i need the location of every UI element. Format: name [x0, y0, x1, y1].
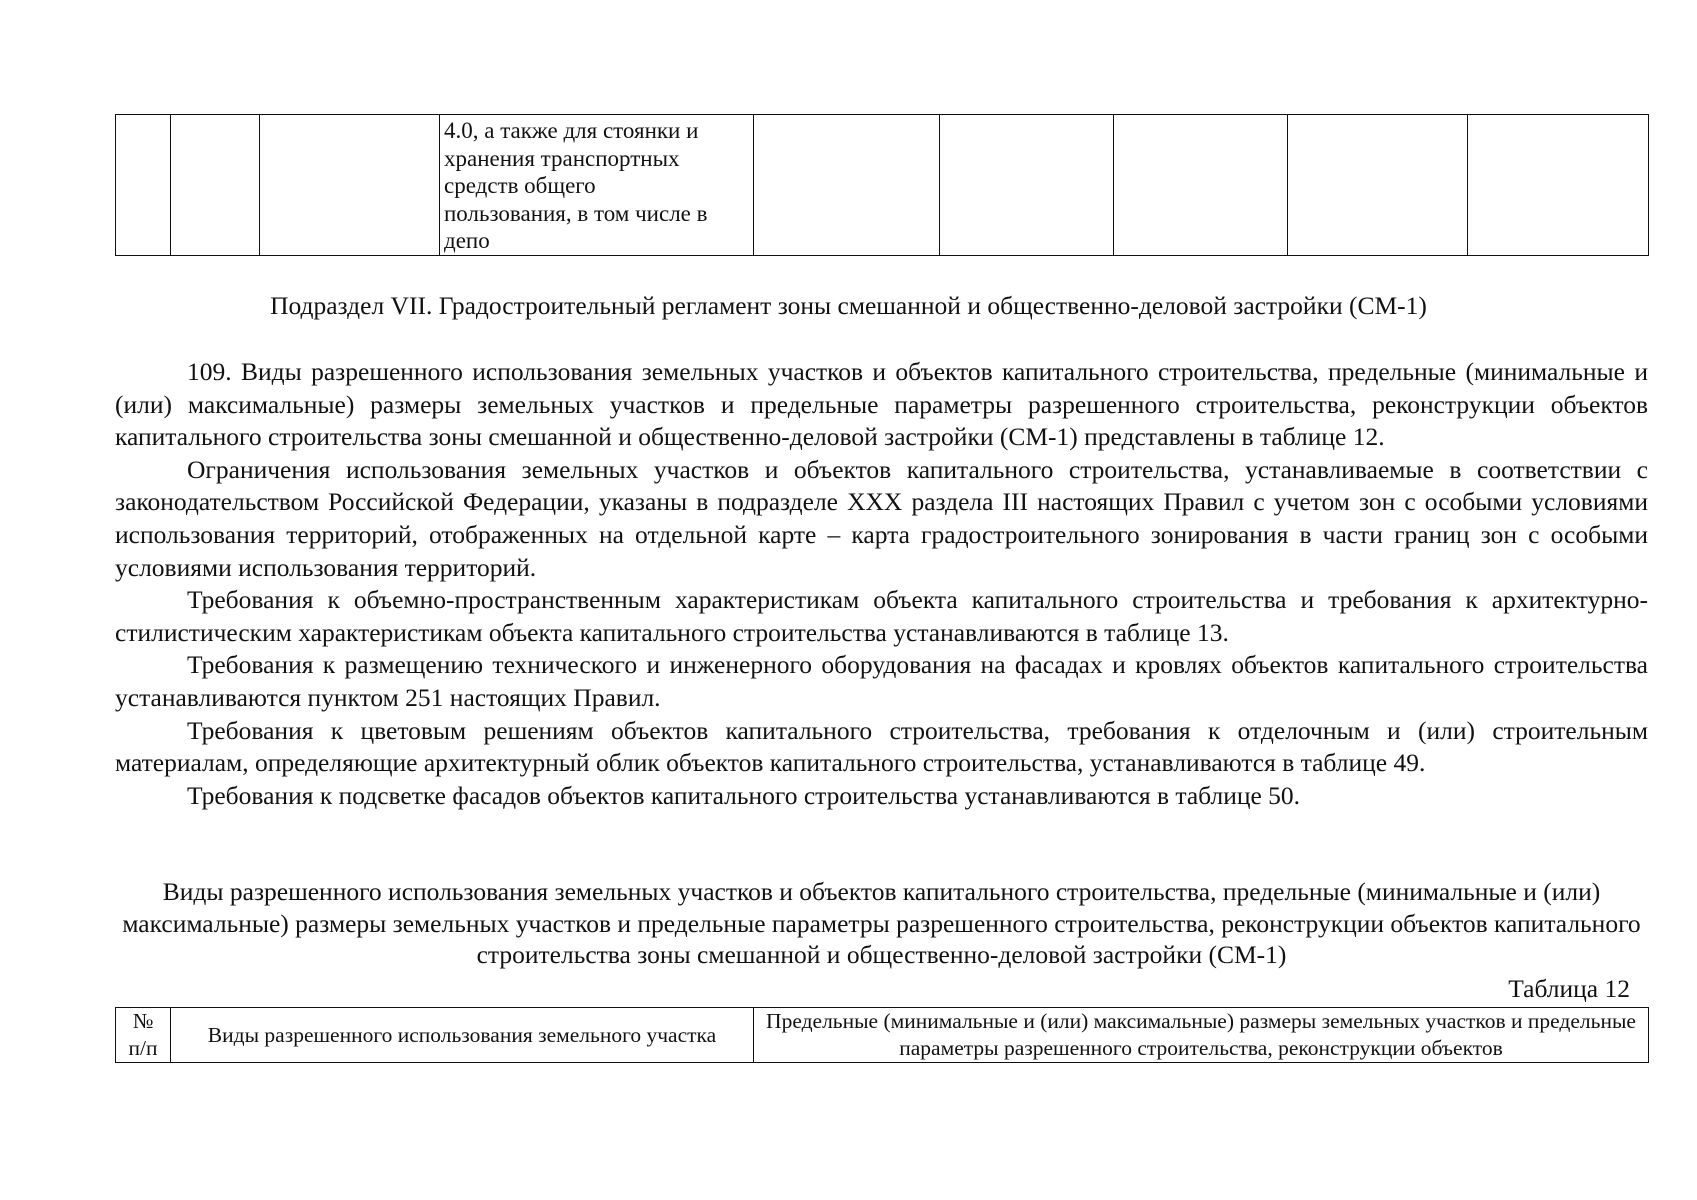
table-cell	[1114, 115, 1288, 256]
continuation-table	[115, 114, 1649, 256]
table-12-header	[115, 1007, 1649, 1063]
paragraph: 109. Виды разрешенного использования земельных участков и объектов капитального строительства, предельные (минимальные и (или) максимальные) размеры земельных участков и предельные параметры разрешенного строительства, реконструкции объектов капитального строительства зоны смешанной и общественно-деловой застройки (СМ-1) представлены в таблице 12.	[115, 357, 1648, 452]
paragraph: Требования к размещению технического и инженерного оборудования на фасадах и кровлях объектов капитального строительства устанавливаются пунктом 251 настоящих Правил.	[115, 650, 1648, 712]
table-cell	[440, 115, 754, 256]
paragraph: Требования к цветовым решениям объектов капитального строительства, требования к отделочным и (или) строительным материалам, определяющие архитектурный облик объектов капитального строительства, устанавливаются в таблице 49.	[115, 715, 1648, 778]
table-cell	[116, 115, 171, 256]
cell-text: 4.0, а также для стоянки и хранения транспортных средств общего пользования, в том числе в депо	[444, 118, 708, 253]
paragraph: Требования к объемно-пространственным характеристикам объекта капитального строительства и требования к архитектурно-стилистическим характеристикам объекта капитального строительства устанавливаются в таблице 13.	[115, 585, 1648, 647]
header-use-types: Виды разрешенного использования земельного участка	[171, 1008, 754, 1063]
paragraph: Ограничения использования земельных участков и объектов капитального строительства, устанавливаемые в соответствии с законодательством Российской Федерации, указаны в подразделе XXX раздела III настоящих Правил с учетом зон с особыми условиями использования территорий, отображенных на отдельной карте – карта градостроительного зонирования в части границ зон с особыми условиями использования территорий.	[115, 454, 1648, 582]
table-header-row	[116, 1008, 1649, 1063]
body-text	[115, 356, 1648, 812]
header-limits: Предельные (минимальные и (или) максимальные) размеры земельных участков и предельные параметры разрешенного строительства, реконструкции объектов	[754, 1008, 1649, 1063]
table-cell	[754, 115, 940, 256]
table-caption: Виды разрешенного использования земельных участков и объектов капитального строительства, предельные (минимальные и (или) максимальные) размеры земельных участков и предельные параметры разрешенного строительства, реконструкции объектов капитального строительства зоны смешанной и общественно-деловой застройки (СМ-1)	[122, 877, 1641, 969]
table-cell	[1468, 115, 1649, 256]
paragraph: Требования к подсветке фасадов объектов капитального строительства устанавливаются в таблице 50.	[187, 780, 1301, 810]
header-number: № п/п	[116, 1008, 171, 1063]
table-cell	[171, 115, 260, 256]
table-cell	[940, 115, 1114, 256]
table-cell	[260, 115, 440, 256]
table-cell	[1288, 115, 1468, 256]
subsection-title: Подраздел VII. Градостроительный регламент зоны смешанной и общественно-деловой застройки (СМ-1)	[270, 291, 1427, 320]
table-number: Таблица 12	[1508, 974, 1630, 1003]
table-row	[116, 115, 1649, 256]
